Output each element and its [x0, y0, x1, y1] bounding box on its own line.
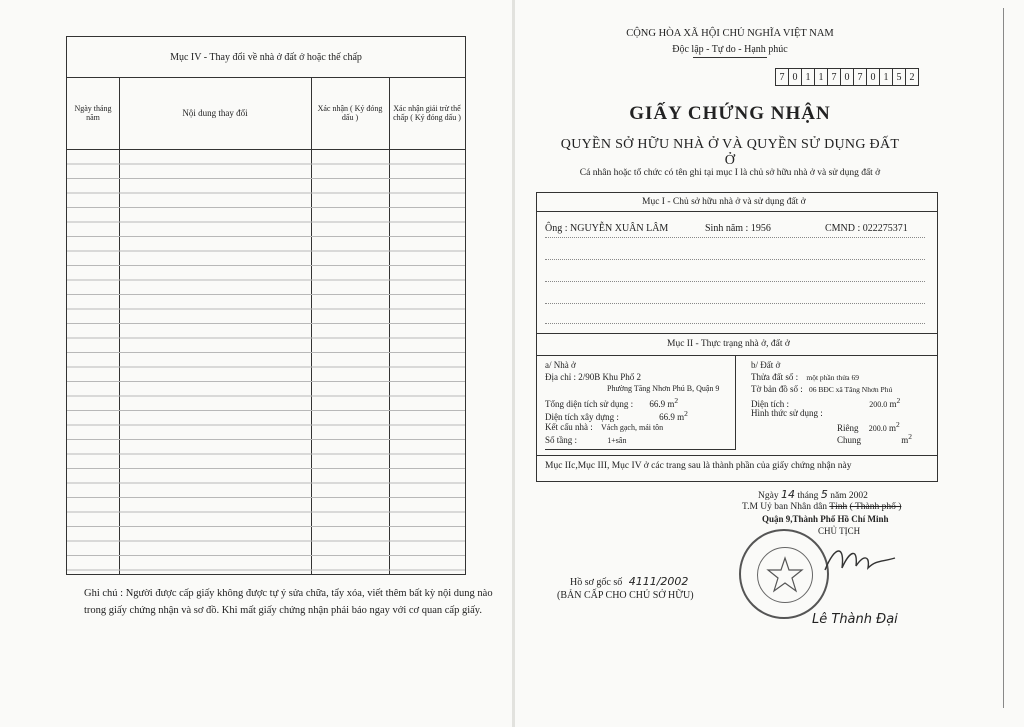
committee-label: T.M Uỷ ban Nhân dân [742, 502, 828, 512]
private-unit: m [889, 423, 897, 433]
signature-icon [820, 540, 900, 580]
nation-header: CỘNG HÒA XÃ HỘI CHỦ NGHĨA VIỆT NAM [626, 28, 834, 39]
divider [537, 455, 937, 456]
divider [537, 211, 937, 212]
land-area-label: Diện tích : [751, 399, 789, 409]
certificate-digit: 2 [905, 69, 918, 85]
table-rows [67, 150, 465, 574]
date-month: 5 [820, 488, 828, 501]
certificate-digit: 5 [892, 69, 905, 85]
official-seal [739, 529, 829, 619]
certificate-digit: 0 [866, 69, 879, 85]
date-year: năm 2002 [830, 491, 868, 501]
seal-star-icon [757, 547, 813, 603]
document-title: GIẤY CHỨNG NHẬN [629, 103, 831, 124]
structure-value: Vách gạch, mái tôn [600, 423, 664, 432]
certificate-digit: 1 [801, 69, 814, 85]
map-row [751, 384, 892, 394]
record-number [570, 575, 688, 588]
dotted-line [545, 323, 925, 324]
committee-line [742, 502, 901, 512]
dotted-line [545, 259, 925, 260]
motto: Độc lập - Tự do - Hạnh phúc [672, 44, 788, 55]
map-label: Tờ bản đồ số : [751, 384, 803, 394]
build-area-unit: m [677, 412, 685, 422]
private-row: Riêng 200.0 $m^2$ [837, 420, 900, 433]
section-1-title: Mục I - Chủ sở hữu nhà ở và sử dụng đất ở [642, 197, 806, 207]
floors-row [545, 435, 626, 445]
land-area-value: 200.0 [869, 400, 888, 409]
owner-info-box [536, 192, 938, 482]
record-label: Hồ sơ gốc số [570, 577, 623, 588]
footer-note: Mục IIc,Mục III, Mục IV ở các trang sau là thành phần của giấy chứng nhận này [545, 461, 852, 471]
house-box-bottom [545, 449, 735, 450]
dotted-line [545, 281, 925, 282]
col-date: Ngày tháng năm [74, 103, 112, 122]
build-area-value: 66.9 [659, 412, 675, 422]
private-label: Riêng [837, 423, 859, 433]
build-area-label: Diện tích xây dựng : [545, 412, 619, 422]
divider [537, 333, 937, 334]
document-subtitle: QUYỀN SỞ HỮU NHÀ Ở VÀ QUYỀN SỬ DỤNG ĐẤT Ở [560, 137, 900, 168]
issue-date [758, 488, 868, 501]
chairman-title: CHỦ TỊCH [818, 526, 861, 536]
plot-label: Thửa đất số : [751, 372, 799, 382]
shared-label: Chung [837, 435, 862, 445]
house-label: a/ Nhà ở [545, 360, 576, 370]
page-fold [512, 0, 515, 727]
use-form-label: Hình thức sử dụng : [751, 408, 823, 418]
committee-city: ( Thành phố ) [849, 502, 902, 512]
certificate-digit: 7 [827, 69, 840, 85]
total-area-row: Tổng diện tích sử dụng : 66.9 $m^2$ [545, 396, 679, 409]
owner-birth-year: Sinh năm : 1956 [705, 223, 771, 234]
house-address: Địa chỉ : 2/90B Khu Phố 2 [545, 372, 641, 382]
col-release: Xác nhận giải trừ thế chấp ( Ký đóng dấu ) [393, 103, 461, 122]
land-label: b/ Đất ở [751, 360, 781, 370]
intro-text: Cá nhân hoặc tổ chức có tên ghi tại mục I là chủ sở hữu nhà ở và sử dụng đất ở [579, 168, 881, 178]
date-day: 14 [780, 488, 795, 501]
certificate-digit: 0 [788, 69, 801, 85]
plot-value: một phần thửa 69 [806, 373, 859, 382]
shared-unit: m [901, 435, 909, 445]
total-area-label: Tổng diện tích sử dụng : [545, 399, 634, 409]
floors-label: Số tầng : [545, 435, 578, 445]
col-content: Nội dung thay đổi [182, 107, 248, 118]
committee-province: Tỉnh [829, 502, 848, 512]
dotted-line [545, 237, 925, 238]
land-area-row: Diện tích : 200.0 $m^2$ [751, 396, 901, 409]
certificate-digit: 1 [879, 69, 892, 85]
divider [537, 355, 937, 356]
signer-name: Lê Thành Đại [812, 612, 898, 627]
changes-table [66, 36, 466, 575]
changes-table-header [67, 77, 465, 150]
private-value: 200.0 [868, 424, 887, 433]
divider [735, 355, 736, 450]
total-area-unit: m [667, 399, 675, 409]
certificate-digit: 7 [853, 69, 866, 85]
certificate-number [775, 68, 919, 86]
date-month-label: tháng [797, 491, 819, 501]
certificate-digit: 0 [840, 69, 853, 85]
structure-row [545, 422, 663, 432]
house-address-ward: Phường Tăng Nhơn Phú B, Quận 9 [607, 384, 720, 393]
record-value: 4111/2002 [628, 575, 689, 588]
certificate-digit: 1 [814, 69, 827, 85]
page-edge [1003, 8, 1004, 708]
owner-name: Ông : NGUYỄN XUÂN LÂM [545, 223, 669, 234]
build-area-row: Diện tích xây dựng : 66.9 $m^2$ [545, 409, 688, 422]
plot-row [751, 372, 859, 382]
col-confirm: Xác nhận ( Ký đóng dấu ) [317, 103, 383, 122]
motto-underline [693, 57, 767, 58]
section-2-title: Mục II - Thực trạng nhà ở, đất ở [667, 339, 790, 349]
note-text: Ghi chú : Người được cấp giấy không được tự ý sửa chữa, tẩy xóa, viết thêm bất kỳ nội dung nào trong giấy chứng nhận và sơ đồ. Khi mất giấy chứng nhận phải báo ngay với cơ quan cấp giấy. [84, 588, 493, 616]
changes-table-title: Mục IV - Thay đổi về nhà ở đất ở hoặc thế chấp [67, 37, 465, 78]
district-name: Quận 9,Thành Phố Hồ Chí Minh [762, 514, 889, 524]
shared-row: Chung $m^2$ [837, 432, 913, 445]
structure-label: Kết cấu nhà : [545, 422, 593, 432]
dotted-line [545, 303, 925, 304]
date-day-label: Ngày [758, 491, 779, 501]
floors-value: 1+sân [607, 436, 627, 445]
owner-id-card: CMND : 022275371 [825, 223, 908, 234]
land-area-unit: m [889, 399, 897, 409]
copy-for-owner: (BẢN CẤP CHO CHỦ SỞ HỮU) [557, 590, 694, 601]
map-value: 06 BĐC xã Tăng Nhơn Phú [809, 385, 893, 394]
certificate-digit: 7 [779, 71, 785, 83]
total-area-value: 66.9 [649, 399, 666, 409]
